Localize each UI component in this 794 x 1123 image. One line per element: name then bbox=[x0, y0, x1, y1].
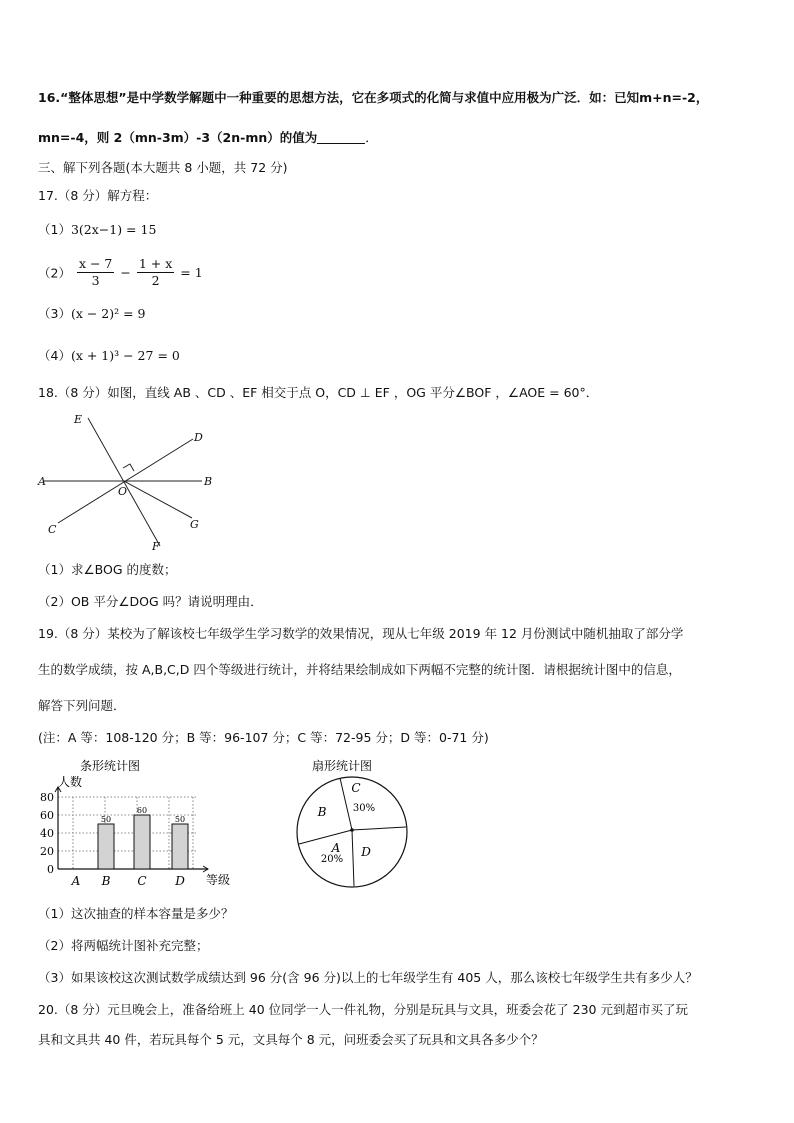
label-B: B bbox=[204, 475, 213, 488]
y-tick-label: 80 bbox=[40, 791, 54, 804]
bar-chart-xlabel: 等级 bbox=[206, 873, 231, 887]
q17-part1-eq: 3(2x−1) = 15 bbox=[70, 222, 157, 237]
q18-sub2: （2）OB 平分∠DOG 吗？请说明理由． bbox=[38, 594, 263, 609]
q16-line2-text: mn=-4，则 2（mn-3m）-3（2n-mn）的值为 bbox=[38, 130, 318, 145]
y-tick-label: 0 bbox=[47, 863, 54, 876]
q19-line1: 19.（8 分）某校为了解该校七年级学生学习数学的效果情况，现从七年级 2019 年 12 月份测试中随机抽取了部分学 bbox=[38, 626, 684, 641]
q19-sub1: （1）这次抽查的样本容量是多少？ bbox=[38, 906, 234, 921]
pie-slice-label-A: A bbox=[331, 841, 341, 855]
y-tick-label: 60 bbox=[40, 809, 54, 822]
q17-part2-rhs: = 1 bbox=[180, 265, 203, 280]
frac2-numerator: 1 + x bbox=[138, 256, 173, 271]
q17-part2-frac2 bbox=[137, 256, 174, 289]
x-category-label: B bbox=[101, 874, 111, 888]
q20-line1: 20.（8 分）元旦晚会上，准备给班上 40 位同学一人一件礼物，分别是玩具与文具，班委会花了 230 元到超市买了玩 bbox=[38, 1002, 688, 1017]
pie-divider bbox=[352, 827, 406, 830]
q17-head: 17.（8 分）解方程： bbox=[38, 188, 158, 203]
bar-C bbox=[134, 815, 150, 869]
q17-part3-eq: (x − 2)² = 9 bbox=[70, 306, 146, 321]
q19-note: (注：A 等：108-120 分；B 等：96-107 分；C 等：72-95 分；D 等：0-71 分) bbox=[38, 730, 489, 745]
bar-chart-ylabel: 人数 bbox=[58, 775, 83, 789]
right-angle-mark bbox=[123, 464, 134, 471]
bar-data-label: 50 bbox=[174, 815, 186, 824]
section-heading: 三、解下列各题(本大题共 8 小题，共 72 分) bbox=[38, 160, 288, 175]
pie-slice-label-D: D bbox=[361, 845, 371, 859]
bar-chart-title: 条形统计图 bbox=[80, 759, 141, 773]
pie-slice-label-C: C bbox=[351, 781, 361, 795]
q17-part2-label: （2） bbox=[38, 265, 71, 281]
pie-divider bbox=[340, 778, 352, 830]
q17-part2 bbox=[38, 256, 203, 289]
x-category-label: D bbox=[175, 874, 185, 888]
pie-percent-label-C: 30% bbox=[352, 803, 376, 814]
q17-part4-label: （4） bbox=[38, 348, 71, 363]
q17-part1-label: （1） bbox=[38, 222, 71, 237]
label-F: F bbox=[152, 540, 160, 553]
q16-line2-end: ． bbox=[365, 130, 378, 145]
q17-part2-frac1 bbox=[77, 256, 114, 289]
bar-data-label: 60 bbox=[136, 806, 148, 815]
q17-part3 bbox=[38, 306, 146, 322]
q19-line2: 生的数学成绩，按 A,B,C,D 四个等级进行统计，并将结果绘制成如下两幅不完整的统计图．请根据统计图中的信息， bbox=[38, 662, 681, 677]
q19-sub3: （3）如果该校这次测试数学成绩达到 96 分(含 96 分)以上的七年级学生有 405 人，那么该校七年级学生共有多少人？ bbox=[38, 970, 698, 985]
y-tick-label: 40 bbox=[40, 827, 54, 840]
pie-center bbox=[350, 828, 354, 832]
label-E: E bbox=[74, 413, 83, 426]
label-D: D bbox=[194, 431, 203, 444]
q16-line2 bbox=[38, 130, 378, 146]
q17-part2-minus: − bbox=[120, 265, 131, 280]
frac2-denominator: 2 bbox=[151, 273, 160, 288]
pie-percent-label-A: 20% bbox=[320, 854, 344, 865]
frac1-denominator: 3 bbox=[91, 273, 100, 288]
y-tick-label: 20 bbox=[40, 845, 54, 858]
q17-part3-label: （3） bbox=[38, 306, 71, 321]
q18-head: 18.（8 分）如图，直线 AB 、CD 、EF 相交于点 O，CD ⊥ EF ，OG 平分∠BOF ，∠AOE = 60°． bbox=[38, 385, 599, 400]
label-A: A bbox=[38, 475, 46, 488]
pie-chart-title: 扇形统计图 bbox=[312, 759, 373, 773]
q19-line3: 解答下列问题． bbox=[38, 698, 126, 713]
q17-part4-eq: (x + 1)³ − 27 = 0 bbox=[70, 348, 180, 363]
label-C: C bbox=[48, 523, 57, 536]
q17-part4 bbox=[38, 348, 180, 364]
x-category-label: C bbox=[137, 874, 147, 888]
pie-divider bbox=[352, 830, 354, 886]
q20-line2: 具和文具共 40 件，若玩具每个 5 元，文具每个 8 元，问班委会买了玩具和文具各多少个？ bbox=[38, 1032, 544, 1047]
q17-part1 bbox=[38, 222, 156, 238]
label-O: O bbox=[118, 485, 128, 498]
bar-data-label: 50 bbox=[100, 815, 112, 824]
geometry-figure bbox=[30, 408, 230, 558]
pie-divider bbox=[299, 830, 352, 844]
q16-line1: 16.“整体思想”是中学数学解题中一种重要的思想方法，它在多项式的化简与求值中应用极为广泛．如：已知m+n=-2， bbox=[38, 90, 709, 105]
bar-chart bbox=[36, 756, 246, 891]
answer-blank bbox=[317, 131, 365, 144]
q18-sub1: （1）求∠BOG 的度数； bbox=[38, 562, 177, 577]
pie-chart bbox=[290, 756, 420, 891]
bar-B bbox=[98, 824, 114, 869]
bar-D bbox=[172, 824, 188, 869]
label-G: G bbox=[190, 518, 199, 531]
frac1-numerator: x − 7 bbox=[78, 256, 113, 271]
q19-sub2: （2）将两幅统计图补充完整； bbox=[38, 938, 209, 953]
x-category-label: A bbox=[71, 874, 81, 888]
pie-slice-label-B: B bbox=[317, 805, 327, 819]
